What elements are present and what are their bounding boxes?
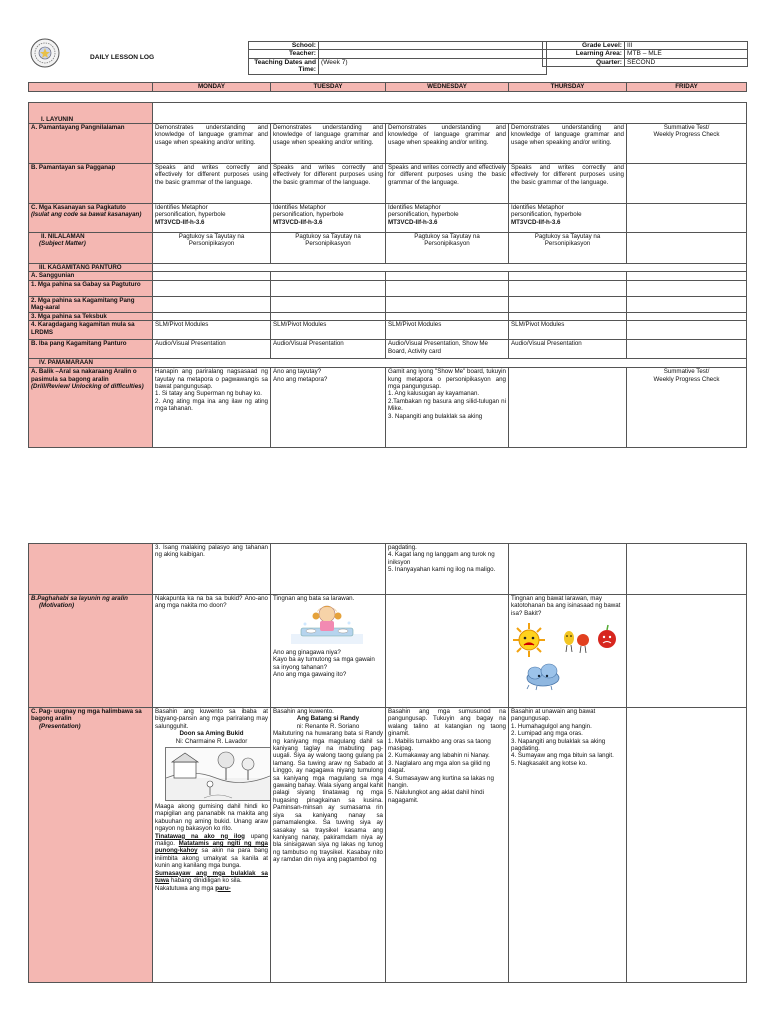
competency-mon: [153, 204, 271, 233]
content-line-1: Pagtukoy sa Tayutay na: [295, 233, 361, 240]
underlined-phrase-2: Matatamis ang ngiti ng mga punong-kahoy: [155, 840, 268, 855]
lesson-table-page2: [28, 543, 747, 983]
content-line-2: Personipikasyon: [424, 240, 470, 248]
walking-fruits-icon: [564, 631, 589, 653]
motivation-tue-q1: Ano ang ginagawa niya?: [273, 648, 341, 656]
review-mon-continued: 3. Isang malaking palasyo ang tahanan ng aking kaibigan.: [153, 544, 271, 595]
header-right-table: [542, 41, 748, 67]
layunin-blank: [153, 103, 747, 124]
motivation-thu: [509, 595, 627, 708]
story-paragraph-1: Maaga akong gumising dahil hindi ko mapigilan ang pananabik na makita ang kabuuhan ng aming bukid. Unang araw ngayon ng bakasyon ko rito.: [155, 803, 268, 833]
angry-sun-icon: [513, 623, 545, 657]
lrdms-thu: SLM/Pivot Modules: [509, 321, 627, 340]
pamamaraan-blank: [153, 359, 747, 368]
review-fri-continued: [627, 544, 747, 595]
row-label-gabay: 1. Mga pahina sa Gabay sa Pagtuturo: [29, 280, 153, 296]
presentation-wed-item-2: 2. Kumakaway ang labahin ni Nanay.: [388, 752, 490, 760]
page-title: DAILY LESSON LOG: [90, 54, 155, 61]
kagamitan-blank: [153, 264, 747, 272]
dates-value: (Week 7): [319, 58, 547, 74]
competency-line-1: Identifies Metaphor: [511, 204, 564, 211]
nilalaman-label: II. NILALAMAN: [41, 233, 85, 240]
content-fri: [627, 233, 747, 264]
competency-code: MT3VCD-IIf-h-3.6: [388, 218, 438, 226]
balik-aral-sub: (Drill/Review/ Unlocking of difficulties): [31, 383, 144, 391]
presentation-thu: [509, 708, 627, 983]
presentation-mon-intro: Basahin ang kuwento sa ibaba at bigyang-pansin ang mga pariralang may salungguhit.: [155, 708, 268, 730]
review-wed-item-1: 1. Ang kalusugan ay kayamanan.: [388, 390, 480, 398]
deped-seal-logo: [30, 38, 60, 73]
continued-label-cell: [29, 544, 153, 595]
story-text-3: habang dinidiligan ko sila.: [169, 877, 242, 885]
balik-aral-label: A. Balik –Aral sa nakaraang Aralin o pasimula sa bagong aralin: [31, 368, 137, 383]
motivation-thu-pictures: [511, 621, 624, 693]
presentation-thu-item-4: 4. Sumayaw ang mga bituin sa langit.: [511, 752, 614, 760]
farm-scene-icon: [165, 747, 271, 801]
content-mon: [153, 233, 271, 264]
review-wed-item-2: 2.Tambakan ng basura ang silid-tulugan ni Mike.: [388, 397, 506, 413]
underlined-phrase-3: Sumasayaw ang mga bulaklak sa tuwa: [155, 869, 268, 885]
row-label-teksbuk: 3. Mga pahina sa Teksbuk: [29, 312, 153, 320]
underlined-phrase-4: paru-: [215, 884, 231, 892]
layunin-heading: I. LAYUNIN: [29, 103, 153, 124]
story-tue-author: ni: Renante R. Soriano: [296, 722, 360, 730]
review-wed-item-3: 3. Napangiti ang bulaklak sa aking: [388, 412, 483, 420]
review-thu-continued: [509, 544, 627, 595]
materials-thu: Audio/Visual Presentation: [509, 340, 627, 359]
underlined-phrase-1: Tinatawag na ako ng ilog: [155, 832, 245, 840]
content-wed: [386, 233, 509, 264]
competency-wed: [386, 204, 509, 233]
story-title: Doon sa Aming Bukid: [179, 730, 244, 738]
review-mon-item-1: 1. Si tatay ang Superman ng buhay ko.: [155, 390, 262, 398]
story-author: Ni: Charmaine R. Lavador: [175, 737, 248, 745]
row-label-paghahabi: [29, 595, 153, 708]
presentation-wed-intro: Basahin ang mga sumusunod na pangungusap. Tukuyin ang bagay na walang talino at katangian ng taong ginamit.: [388, 708, 506, 738]
kasanayan-label: C. Mga Kasanayan sa Pagkatuto: [31, 204, 126, 211]
row-label-kasanayan: [29, 204, 153, 233]
presentation-mon: [153, 708, 271, 983]
story-paragraph-4: [155, 885, 268, 892]
story-tue-title: Ang Batang si Randy: [296, 715, 360, 723]
presentation-wed: [386, 708, 509, 983]
competency-line-1: Identifies Metaphor: [155, 204, 208, 211]
competency-thu: [509, 204, 627, 233]
content-standard-wed: Demonstrates understanding and knowledge of language grammar and usage when speaking and/or writing.: [386, 124, 509, 164]
row-label-kagamitang-panturo: III. KAGAMITANG PANTURO: [29, 264, 153, 272]
presentation-thu-item-1: 1. Humahagulgol ang hangin.: [511, 722, 592, 730]
competency-fri: [627, 204, 747, 233]
performance-standard-thu: Speaks and writes correctly and effectively for different purposes using the basic grammar of the language.: [509, 164, 627, 204]
competency-line-1: Identifies Metaphor: [273, 204, 326, 211]
days-corner: [29, 83, 153, 92]
story-text-2: sa akin na para bang iniimbita akong umakyat sa kanila at kunin ang kanilang mga bunga.: [155, 847, 268, 870]
content-line-1: Pagtukoy sa Tayutay na: [534, 233, 601, 240]
motivation-fri: [627, 595, 747, 708]
review-mon-item-2: 2. Ang ating mga ina ang ilaw ng ating mga tahanan.: [155, 397, 268, 413]
kasanayan-note: (Isulat ang code sa bawat kasanayan): [31, 211, 142, 219]
presentation-label: (Presentation): [39, 722, 81, 730]
school-label: School:: [249, 42, 319, 50]
content-thu: [509, 233, 627, 264]
pag-uugnay-label: C. Pag- uugnay ng mga halimbawa sa bagong aralin: [31, 708, 142, 723]
content-tue: [271, 233, 386, 264]
dates-label: Teaching Dates and Time:: [249, 58, 319, 74]
angry-apple-icon: [598, 625, 616, 648]
competency-line-2: personification, hyperbole: [155, 211, 226, 219]
competency-code: MT3VCD-IIf-h-3.6: [511, 218, 561, 226]
presentation-thu-item-2: 2. Lumipad ang mga oras.: [511, 730, 583, 738]
materials-tue: Audio/Visual Presentation: [271, 340, 386, 359]
day-friday: FRIDAY: [627, 83, 747, 92]
area-value: MTB – MLE: [625, 50, 748, 58]
school-value: [319, 42, 547, 50]
content-line-1: Pagtukoy sa Tayutay na: [178, 233, 245, 240]
review-tue-q2: Ano ang metapora?: [273, 375, 328, 383]
competency-tue: [271, 204, 386, 233]
story-tue-body: Maituturing na huwarang bata si Randy ng kaniyang mga magulang dahil sa kaniyang taglay na mabuting pag-uugali. Siya ay walong taong gulang pa lamang. Sa tuwing araw ng Sabado at Linggo, ay nagagawa niyang tumulong sa kaniyang mga magulang sa mga gawaing bahay. Wala siyang angal kahit palagi siyang tinatawag ng mga hugasing pinagkainan sa kusina. Paminsan-minsan ay sumasama rin siya sa kaniyang nanay sa pamamalengke. Sa tuwing siya ay sasakay sa traysikel kasama ang kaniyang nanay, pakiramdam niya ay bla sinisigawan siya ng lakas ng tunog ng tambutso ng traysikel. Kasabay nito ay ramdan din niya ang pagtambol ng: [273, 730, 383, 864]
competency-line-2: personification, hyperbole: [273, 211, 344, 219]
content-standard-tue: Demonstrates understanding and knowledge of language grammar and usage when speaking and/or writing.: [271, 124, 386, 164]
motivation-tue-q3: Ano ang mga gawaing ito?: [273, 671, 347, 679]
competency-line-2: personification, hyperbole: [511, 211, 582, 219]
review-wed-cont-1: pagdating.: [388, 544, 417, 551]
motivation-tue-q2: Kayo ba ay tumutong sa mga gawain sa inyong tahanan?: [273, 656, 375, 671]
motivation-tue: [271, 595, 386, 708]
row-label-pamantayang-pangnilalaman: A. Pamantayang Pangnilalaman: [29, 124, 153, 164]
review-tue: [271, 368, 386, 448]
row-label-kagamitang-mag-aaral: 2. Mga pahina sa Kagamitang Pang Mag-aaral: [29, 296, 153, 312]
area-label: Learning Area:: [543, 50, 625, 58]
row-label-nilalaman: [29, 233, 153, 264]
presentation-thu-item-5: 5. Nagkasakit ang kotse ko.: [511, 759, 588, 767]
story-text-1: upang maligo.: [155, 832, 268, 848]
quarter-label: Quarter:: [543, 58, 625, 66]
performance-standard-fri: [627, 164, 747, 204]
review-mon: [153, 368, 271, 448]
presentation-wed-item-5: 5. Nalulungkot ang aklat dahil hindi nagagamit.: [388, 789, 484, 804]
quarter-value: SECOND: [625, 58, 748, 66]
presentation-tue-intro: Basahin ang kuwento.: [273, 708, 334, 715]
grade-label: Grade Level:: [543, 42, 625, 50]
review-fri: [627, 368, 747, 448]
row-label-sanggunian: A. Sanggunian: [29, 272, 153, 280]
performance-standard-tue: Speaks and writes correctly and effectively for different purposes using the basic grammar of the language.: [271, 164, 386, 204]
presentation-thu-item-3: 3. Napangiti ang bulaklak sa aking pagdating.: [511, 737, 606, 753]
teacher-label: Teacher:: [249, 50, 319, 58]
lrdms-mon: SLM/Pivot Modules: [153, 321, 271, 340]
review-wed-continued: [386, 544, 509, 595]
content-line-1: Pagtukoy sa Tayutay na: [414, 233, 480, 240]
story-text-4: Nakatutuwa ang mga: [155, 884, 216, 892]
row-label-pag-uugnay: [29, 708, 153, 983]
row-label-pamamaraan: IV. PAMAMARAAN: [29, 359, 153, 368]
content-line-2: Personipikasyon: [305, 240, 351, 248]
crying-cloud-icon: [527, 664, 559, 690]
row-label-pamantayan-sa-pagganap: B. Pamantayan sa Pagganap: [29, 164, 153, 204]
competency-line-2: personification, hyperbole: [388, 211, 459, 219]
motivation-label: (Motivation): [39, 602, 75, 610]
content-standard-fri: [627, 124, 747, 164]
competency-line-1: Identifies Metaphor: [388, 204, 441, 211]
presentation-fri: [627, 708, 747, 983]
girl-washing-dishes-icon: [291, 604, 383, 646]
presentation-thu-intro: Basahin at unawain ang bawat pangungusap.: [511, 708, 596, 723]
presentation-wed-item-1: 1. Mabilis tumakbo ang oras sa taong masipag.: [388, 737, 491, 753]
presentation-tue: [271, 708, 386, 983]
motivation-tue-instruction: Tingnan ang bata sa larawan.: [273, 595, 355, 602]
review-fri-2: Weekly Progress Check: [653, 375, 720, 383]
performance-standard-wed: Speaks and writes correctly and effectively for different purposes using the basic grammar of the language.: [386, 164, 509, 204]
presentation-wed-item-4: 4. Sumasayaw ang kurtina sa lakas ng hangin.: [388, 774, 494, 790]
review-tue-q1: Ano ang tayutay?: [273, 368, 322, 376]
row-label-iba-pang-kagamitan: B. Iba pang Kagamitang Panturo: [29, 340, 153, 359]
day-monday: MONDAY: [153, 83, 271, 92]
performance-standard-mon: Speaks and writes correctly and effectively for different purposes using the basic grammar of the language.: [153, 164, 271, 204]
presentation-wed-item-3: 3. Naglalaro ang mga alon sa gilid ng dagat.: [388, 759, 491, 775]
review-mon-instruction: Hanapin ang pariralang nagsasaad ng tayutay na metapora o pagwawangis sa bawat pangungusap.: [155, 368, 268, 391]
review-wed: [386, 368, 509, 448]
content-standard-thu: Demonstrates understanding and knowledge of language grammar and usage when speaking and/or writing.: [509, 124, 627, 164]
review-fri-1: Summative Test/: [663, 368, 710, 376]
fri-summative-1: Summative Test/: [663, 124, 710, 131]
review-wed-instruction: Gamit ang iyong "Show Me" board, tukuyin kung metapora o personipikasyon ang mga pangungusap.: [388, 368, 506, 391]
motivation-thu-instruction: Tingnan ang bawat larawan, may katotohanan ba ang isinasaad ng bawat isa? Bakit?: [511, 595, 621, 617]
day-tuesday: TUESDAY: [271, 83, 386, 92]
lrdms-wed: SLM/Pivot Modules: [386, 321, 509, 340]
review-wed-item-5: 5. Inanyayahan kami ng ilog na maligo.: [388, 566, 496, 574]
grade-value: III: [625, 42, 748, 50]
header-left-table: [248, 41, 547, 75]
story-paragraph-2: [155, 833, 268, 870]
review-tue-continued: [271, 544, 386, 595]
review-wed-item-4: 4. Kagat lang ng langgam ang turok ng iniksyon: [388, 551, 495, 566]
materials-wed: Audio/Visual Presentation, Show Me Board, Activity card: [386, 340, 509, 359]
content-line-2: Personipikasyon: [544, 240, 591, 248]
teacher-value: [319, 50, 547, 58]
competency-code: MT3VCD-IIf-h-3.6: [273, 218, 323, 226]
row-label-lrdms: 4. Karagdagang kagamitan mula sa LRDMS: [29, 321, 153, 340]
motivation-mon: Nakapunta ka na ba sa bukid? Ano-ano ang mga nakita mo doon?: [153, 595, 271, 708]
paghahabi-label: B.Paghahabi sa layunin ng aralin: [31, 595, 128, 602]
day-wednesday: WEDNESDAY: [386, 83, 509, 92]
lesson-table-page1: [28, 102, 747, 448]
day-thursday: THURSDAY: [509, 83, 627, 92]
lrdms-tue: SLM/Pivot Modules: [271, 321, 386, 340]
competency-code: MT3VCD-IIf-h-3.6: [155, 218, 205, 226]
subject-matter-label: (Subject Matter): [39, 240, 86, 248]
row-label-balik-aral: [29, 368, 153, 448]
story-paragraph-3: [155, 870, 268, 885]
fri-summative-2: Weekly Progress Check: [653, 131, 720, 139]
days-header: [28, 82, 747, 92]
review-thu: [509, 368, 627, 448]
motivation-wed: [386, 595, 509, 708]
materials-mon: Audio/Visual Presentation: [153, 340, 271, 359]
content-line-2: Personipikasyon: [188, 240, 235, 248]
content-standard-mon: Demonstrates understanding and knowledge of language grammar and usage when speaking and/or writing.: [153, 124, 271, 164]
